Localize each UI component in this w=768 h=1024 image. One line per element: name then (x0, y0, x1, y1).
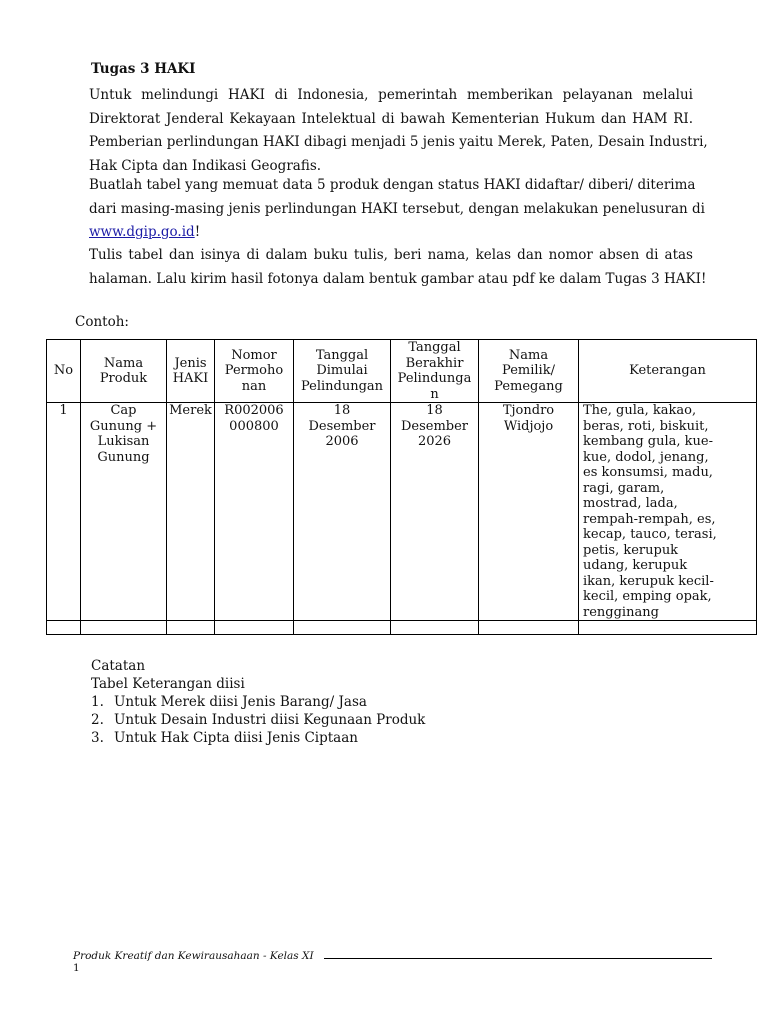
table-cell-line: beras, roti, biskuit, (583, 418, 709, 434)
footer-rule (324, 958, 712, 959)
column-header-line: n (430, 386, 439, 402)
column-header-line: Pelindungan (300, 378, 384, 394)
table-cell-line: 18 (333, 403, 351, 418)
table-cell-line: rengginang (583, 604, 659, 620)
column-header (215, 340, 294, 403)
document-title: Tugas 3 HAKI (91, 61, 196, 77)
table-cell-line: 1 (59, 403, 68, 418)
table-cell-line: petis, kerupuk (583, 542, 679, 558)
submission-line: halaman. Lalu kirim hasil fotonya dalam bentuk gambar atau pdf ke dalam Tugas 3 HAKI! (89, 270, 707, 287)
column-header (479, 340, 579, 403)
empty-cell (167, 621, 215, 635)
table-cell (81, 403, 167, 621)
column-header-line: Nama (508, 347, 549, 363)
table-cell-line: kue, dodol, jenang, (583, 449, 709, 465)
table-cell-line: Merek (169, 403, 212, 418)
column-header (391, 340, 479, 403)
table-cell-line: 2026 (417, 434, 452, 449)
column-header-line: Pemegang (494, 378, 563, 394)
table-cell-line: 000800 (229, 418, 279, 434)
column-header-line: Permoho (224, 363, 284, 379)
submission-line: Tulis tabel dan isinya di dalam buku tulis, beri nama, kelas dan nomor absen di atas (89, 247, 693, 263)
table-cell (294, 403, 391, 621)
table-cell (579, 403, 757, 621)
table-cell-line: Gunung + (89, 418, 158, 434)
submission-paragraph (89, 244, 707, 291)
column-header-line: Berakhir (405, 355, 464, 371)
table-cell (167, 403, 215, 621)
table-cell-line: ragi, garam, (583, 480, 665, 496)
intro-line: Untuk melindungi HAKI di Indonesia, pemerintah memberikan pelayanan melalui (89, 87, 693, 103)
table-cell-line: 2006 (325, 434, 359, 449)
empty-cell (81, 621, 167, 635)
table-cell-line: es konsumsi, madu, (583, 465, 713, 480)
intro-line: Direktorat Jenderal Kekayaan Intelektual di bawah Kementerian Hukum dan HAM RI. (89, 110, 693, 127)
notes-item (91, 711, 425, 729)
instruction-line: dari masing-masing jenis perlindungan HAKI tersebut, dengan melakukan penelusuran di (89, 200, 706, 217)
column-header-line: Jenis (174, 355, 207, 371)
table-cell-line: mostrad, lada, (583, 496, 678, 511)
column-header-line: Nomor (231, 347, 277, 363)
notes-subheading: Tabel Keterangan diisi (91, 676, 245, 692)
table-cell (391, 403, 479, 621)
empty-cell (215, 621, 294, 635)
table-cell-line: ikan, kerupuk kecil- (583, 573, 714, 589)
empty-cell (47, 621, 81, 635)
column-header-line: Pelindunga (397, 371, 472, 386)
empty-cell (391, 621, 479, 635)
column-header-line: Tanggal (315, 347, 369, 363)
empty-cell (579, 621, 757, 635)
table-cell (215, 403, 294, 621)
notes-item-number: 1. (91, 694, 104, 710)
table-cell-line: Gunung (97, 449, 150, 465)
instruction-line-link (89, 221, 693, 245)
footer (73, 950, 712, 962)
notes-item-number: 3. (91, 730, 104, 746)
empty-cell (479, 621, 579, 635)
column-header-line: Dimulai (316, 363, 368, 379)
table-cell-line: R002006 (224, 403, 284, 418)
column-header (294, 340, 391, 403)
example-table (46, 339, 757, 635)
link-suffix: ! (194, 224, 201, 240)
intro-line: Hak Cipta dan Indikasi Geografis. (89, 157, 322, 174)
column-header-line: HAKI (172, 371, 209, 386)
column-header (47, 340, 81, 403)
table-cell (47, 403, 81, 621)
notes-item (91, 729, 425, 747)
notes-section (91, 657, 425, 747)
notes-item-text: Untuk Merek diisi Jenis Barang/ Jasa (114, 694, 367, 710)
table-row (47, 403, 757, 621)
table-cell (479, 403, 579, 621)
table-cell-line: kecil, emping opak, (583, 589, 712, 604)
intro-line: Pemberian perlindungan HAKI dibagi menjadi 5 jenis yaitu Merek, Paten, Desain Industri, (89, 134, 708, 150)
footer-text: Produk Kreatif dan Kewirausahaan - Kelas XI (73, 950, 314, 962)
empty-cell (294, 621, 391, 635)
column-header (579, 340, 757, 403)
column-header-line: No (53, 363, 74, 379)
notes-item-number: 2. (91, 712, 104, 728)
table-header-row (47, 340, 757, 403)
notes-item-text: Untuk Hak Cipta diisi Jenis Ciptaan (114, 730, 358, 746)
table-cell-line: Widjojo (503, 418, 554, 434)
dgip-link[interactable]: www.dgip.go.id (89, 224, 195, 240)
column-header (167, 340, 215, 403)
table-row-empty (47, 621, 757, 635)
table-cell-line: Tjondro (502, 403, 555, 418)
column-header-line: Pemilik/ (502, 363, 555, 379)
notes-item-text: Untuk Desain Industri diisi Kegunaan Produk (114, 712, 426, 728)
table-cell-line: kembang gula, kue- (583, 434, 713, 449)
column-header-line: Tanggal (408, 340, 461, 355)
table-cell-line: Cap (110, 403, 137, 418)
table-cell-line: 18 (426, 403, 443, 418)
instruction-line: Buatlah tabel yang memuat data 5 produk dengan status HAKI didaftar/ diberi/ diterima (89, 177, 696, 193)
table-cell-line: rempah-rempah, es, (583, 511, 716, 527)
notes-item (91, 693, 425, 711)
table-cell-line: The, gula, kakao, (583, 403, 697, 418)
intro-paragraph (89, 84, 708, 178)
table-cell-line: Desember (308, 418, 376, 434)
page-number: 1 (73, 962, 80, 974)
notes-heading: Catatan (91, 658, 146, 674)
table-cell-line: Desember (400, 418, 469, 434)
table-cell-line: kecap, tauco, terasi, (583, 527, 717, 542)
example-label: Contoh: (75, 314, 129, 330)
column-header-line: nan (241, 378, 267, 394)
column-header (81, 340, 167, 403)
table-cell-line: udang, kerupuk (583, 558, 688, 573)
column-header-line: Produk (99, 371, 148, 386)
table-cell-line: Lukisan (97, 434, 150, 449)
column-header-line: Keterangan (629, 363, 706, 379)
column-header-line: Nama (103, 355, 144, 371)
instruction-paragraph (89, 174, 706, 245)
